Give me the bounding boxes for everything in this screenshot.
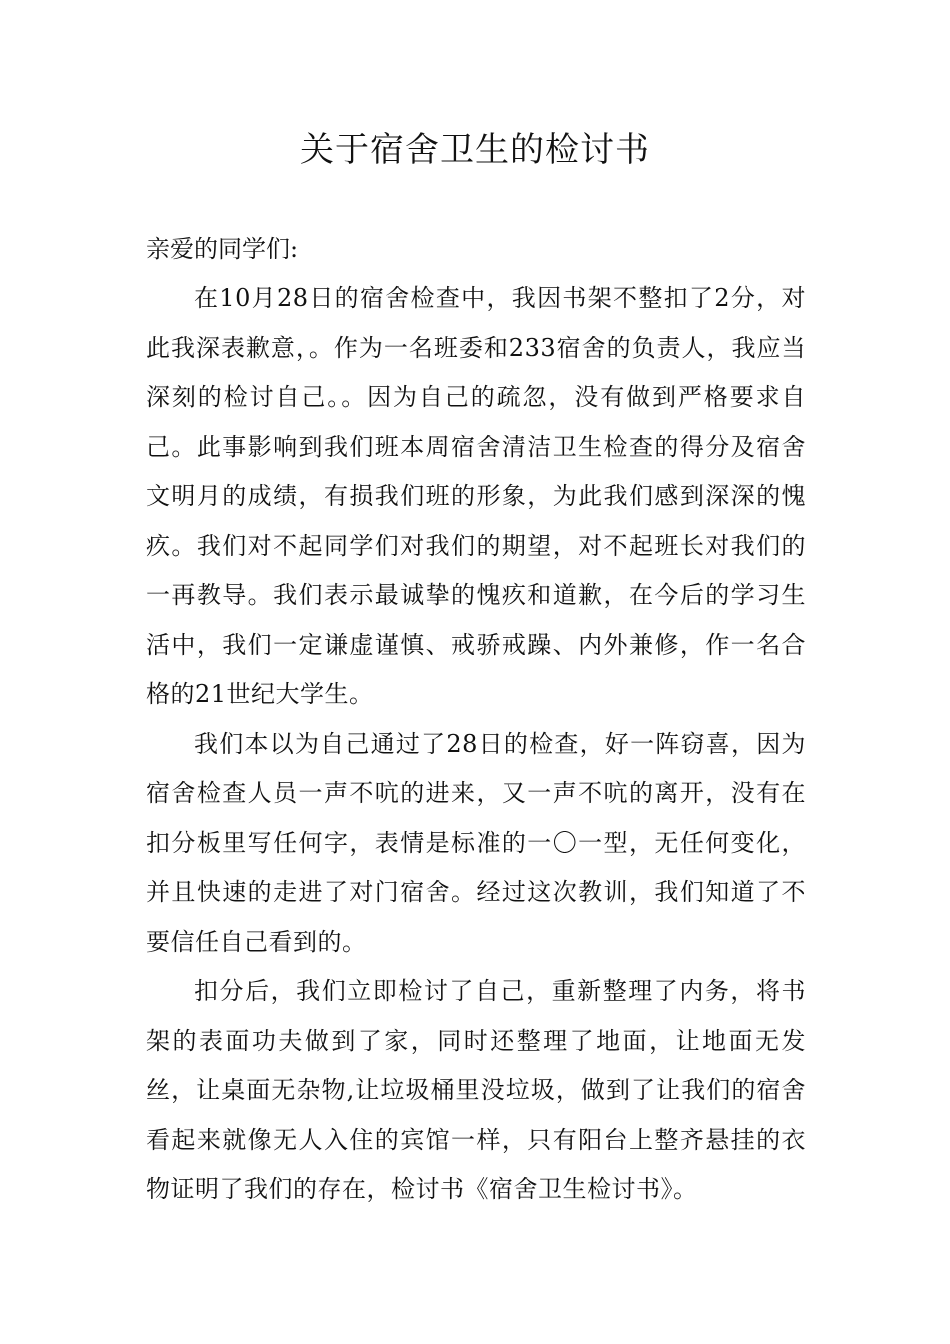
paragraph-1: 在10月28日的宿舍检查中，我因书架不整扣了2分，对此我深表歉意，。作为一名班委和233宿舍的负责人，我应当深刻的检讨自己。。因为自己的疏忽，没有做到严格要求自己。此事影响到我们班本周宿舍清洁卫生检查的得分及宿舍文明月的成绩，有损我们班的形象，为此我们感到深深的愧疚。我们对不起同学们对我们的期望，对不起班长对我们的一再教导。我们表示最诚挚的愧疚和道歉，在今后的学习生活中，我们一定谦虚谨慎、戒骄戒躁、内外兼修，作一名合格的21世纪大学生。 <box>146 284 806 708</box>
paragraph-3: 扣分后，我们立即检讨了自己，重新整理了内务，将书架的表面功夫做到了家，同时还整理了地面，让地面无发丝，让桌面无杂物,让垃圾桶里没垃圾，做到了让我们的宿舍看起来就像无人入住的宾馆一样，只有阳台上整齐悬挂的衣物证明了我们的存在，检讨书《宿舍卫生检讨书》。 <box>146 977 806 1203</box>
paragraph-2: 我们本以为自己通过了28日的检查，好一阵窃喜，因为宿舍检查人员一声不吭的进来，又一声不吭的离开，没有在扣分板里写任何字，表情是标准的一〇一型，无任何变化，并且快速的走进了对门宿舍。经过这次教训，我们知道了不要信任自己看到的。 <box>146 729 806 956</box>
greeting: 亲爱的同学们: <box>146 235 299 263</box>
document-title: 关于宿舍卫生的检讨书 <box>300 130 650 170</box>
document-body <box>146 225 806 1215</box>
